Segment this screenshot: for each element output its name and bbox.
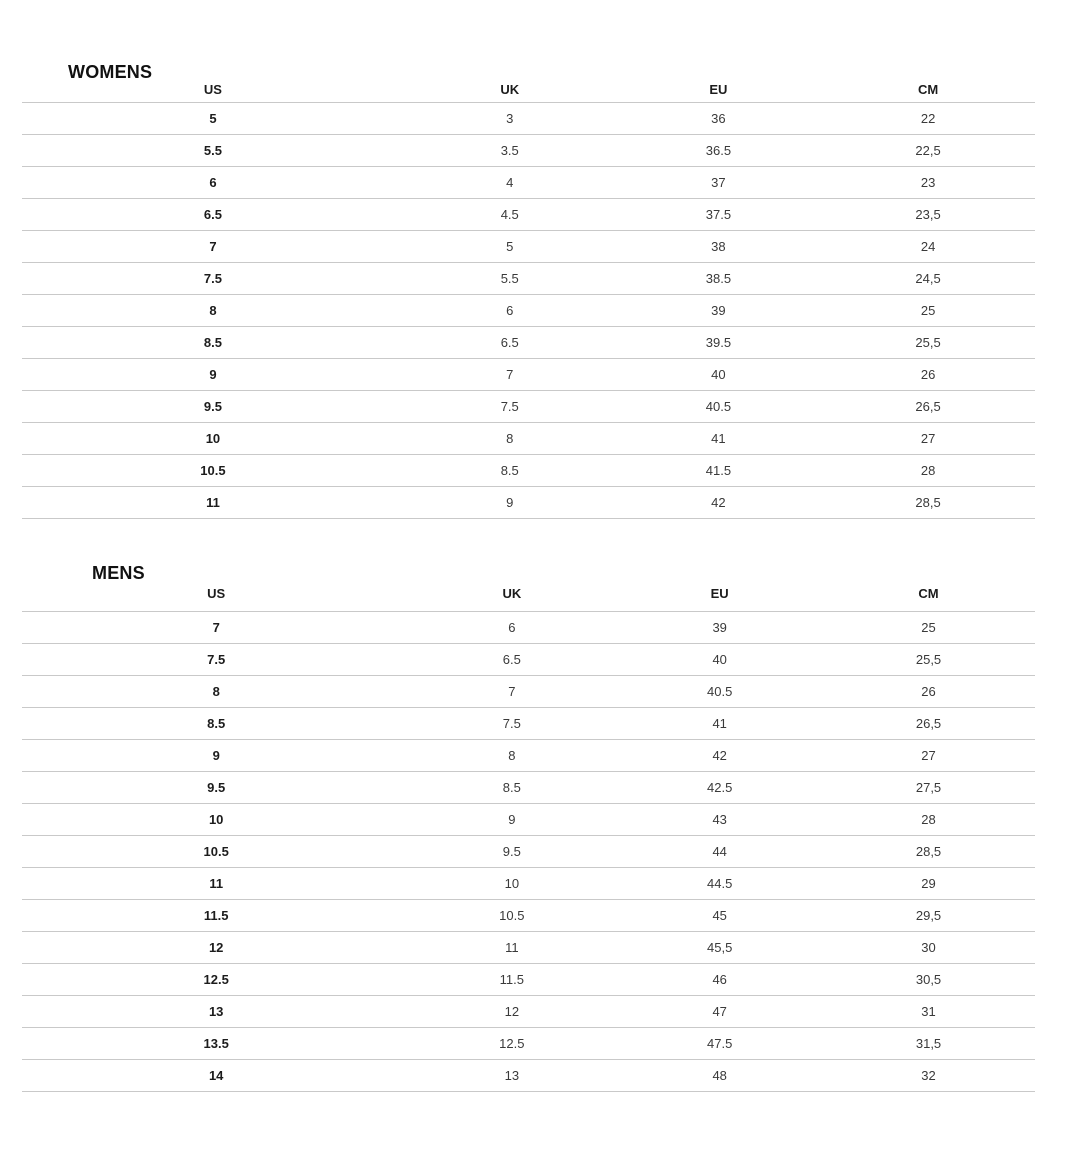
size-cell-eu: 36.5 bbox=[705, 143, 732, 158]
size-cell-uk: 12.5 bbox=[499, 1036, 525, 1051]
size-cell-cm: 25 bbox=[921, 620, 936, 635]
column-header-cm: CM bbox=[917, 81, 939, 97]
size-cell-us: 10 bbox=[208, 812, 224, 827]
table-body bbox=[22, 103, 1035, 519]
size-cell-cm: 31,5 bbox=[915, 1036, 942, 1051]
size-cell-eu: 40 bbox=[711, 367, 726, 382]
size-cell-us: 9.5 bbox=[203, 399, 222, 414]
table-row bbox=[22, 612, 1035, 644]
size-cell-us: 13 bbox=[208, 1004, 224, 1019]
size-cell-cm: 29,5 bbox=[915, 908, 942, 923]
womens-table-title: WOMENS bbox=[68, 62, 153, 82]
table-header-row bbox=[22, 76, 1035, 103]
size-cell-cm: 23,5 bbox=[915, 207, 941, 222]
size-cell-cm: 26,5 bbox=[915, 716, 942, 731]
size-cell-uk: 7 bbox=[508, 684, 516, 699]
table-row bbox=[22, 263, 1035, 295]
size-cell-cm: 25 bbox=[920, 303, 936, 318]
size-cell-us: 13.5 bbox=[203, 1036, 229, 1051]
size-cell-cm: 27,5 bbox=[915, 780, 942, 795]
size-cell-us: 8 bbox=[212, 684, 220, 699]
table-row bbox=[22, 199, 1035, 231]
size-cell-eu: 38.5 bbox=[705, 271, 732, 286]
size-cell-cm: 25,5 bbox=[915, 335, 941, 350]
size-cell-cm: 26 bbox=[920, 367, 936, 382]
size-cell-cm: 22,5 bbox=[915, 143, 941, 158]
size-cell-cm: 23 bbox=[920, 175, 936, 190]
size-cell-us: 9 bbox=[209, 367, 217, 382]
size-cell-eu: 36 bbox=[711, 111, 726, 126]
size-cell-eu: 42 bbox=[711, 495, 726, 510]
size-cell-us: 6.5 bbox=[203, 207, 222, 222]
size-cell-cm: 25,5 bbox=[915, 652, 942, 667]
table-row bbox=[22, 487, 1035, 519]
table-row bbox=[22, 167, 1035, 199]
size-cell-eu: 41 bbox=[712, 716, 727, 731]
size-cell-uk: 11.5 bbox=[499, 972, 524, 987]
table-row bbox=[22, 708, 1035, 740]
size-cell-eu: 48 bbox=[712, 1068, 727, 1083]
size-cell-us: 7.5 bbox=[207, 652, 226, 667]
size-cell-cm: 28 bbox=[920, 463, 936, 478]
size-cell-eu: 37.5 bbox=[705, 207, 732, 222]
size-cell-uk: 6 bbox=[506, 303, 514, 318]
size-cell-cm: 28 bbox=[921, 812, 936, 827]
size-cell-cm: 32 bbox=[921, 1068, 936, 1083]
size-cell-uk: 7 bbox=[506, 367, 514, 382]
size-cell-us: 11 bbox=[209, 876, 224, 891]
table-row bbox=[22, 327, 1035, 359]
size-cell-eu: 39 bbox=[712, 620, 727, 635]
size-cell-cm: 24,5 bbox=[915, 271, 941, 286]
size-cell-uk: 4 bbox=[506, 175, 514, 190]
size-cell-eu: 39 bbox=[711, 303, 726, 318]
table-row bbox=[22, 996, 1035, 1028]
size-cell-us: 7.5 bbox=[203, 271, 222, 286]
size-cell-uk: 6 bbox=[508, 620, 516, 635]
size-cell-uk: 9 bbox=[506, 495, 514, 510]
table-row bbox=[22, 391, 1035, 423]
mens-table-title: MENS bbox=[92, 563, 145, 583]
size-cell-eu: 41.5 bbox=[705, 463, 732, 478]
table-row bbox=[22, 900, 1035, 932]
womens-size-table bbox=[22, 76, 1035, 519]
size-cell-eu: 42 bbox=[712, 748, 727, 763]
size-cell-cm: 28,5 bbox=[915, 495, 941, 510]
size-cell-uk: 10 bbox=[504, 876, 520, 891]
size-cell-us: 8.5 bbox=[207, 716, 226, 731]
size-cell-uk: 10.5 bbox=[499, 908, 525, 923]
table-row bbox=[22, 964, 1035, 996]
size-cell-us: 5 bbox=[209, 111, 217, 126]
size-cell-cm: 28,5 bbox=[915, 844, 942, 859]
size-cell-eu: 45,5 bbox=[707, 940, 733, 955]
table-row bbox=[22, 644, 1035, 676]
size-cell-us: 9.5 bbox=[207, 780, 226, 795]
size-cell-cm: 27 bbox=[921, 748, 936, 763]
size-cell-us: 14 bbox=[208, 1068, 224, 1083]
size-cell-uk: 8 bbox=[508, 748, 516, 763]
table-row bbox=[22, 1060, 1035, 1092]
size-cell-us: 6 bbox=[209, 175, 217, 190]
size-cell-uk: 3.5 bbox=[500, 143, 519, 158]
size-cell-eu: 37 bbox=[711, 175, 726, 190]
size-cell-uk: 4.5 bbox=[500, 207, 519, 222]
size-cell-eu: 42.5 bbox=[707, 780, 733, 795]
table-row bbox=[22, 836, 1035, 868]
size-cell-uk: 7.5 bbox=[502, 716, 521, 731]
size-cell-eu: 38 bbox=[711, 239, 726, 254]
size-cell-eu: 39.5 bbox=[705, 335, 732, 350]
size-cell-eu: 43 bbox=[712, 812, 727, 827]
table-row bbox=[22, 676, 1035, 708]
column-header-eu: EU bbox=[709, 81, 728, 97]
size-cell-eu: 40 bbox=[712, 652, 727, 667]
size-cell-eu: 46 bbox=[712, 972, 727, 987]
size-cell-cm: 26,5 bbox=[915, 399, 941, 414]
size-cell-uk: 9 bbox=[508, 812, 516, 827]
size-cell-us: 8.5 bbox=[203, 335, 222, 350]
size-cell-cm: 30,5 bbox=[915, 972, 942, 987]
size-cell-cm: 22 bbox=[920, 111, 936, 126]
size-cell-eu: 44.5 bbox=[707, 876, 733, 891]
size-cell-eu: 41 bbox=[711, 431, 726, 446]
size-cell-us: 12.5 bbox=[203, 972, 229, 987]
table-row bbox=[22, 295, 1035, 327]
table-row bbox=[22, 740, 1035, 772]
column-header-uk: UK bbox=[502, 586, 522, 601]
table-row bbox=[22, 359, 1035, 391]
table-row bbox=[22, 932, 1035, 964]
size-cell-uk: 3 bbox=[506, 111, 514, 126]
size-cell-eu: 44 bbox=[712, 844, 727, 859]
size-cell-eu: 40.5 bbox=[705, 399, 732, 414]
column-header-us: US bbox=[203, 81, 222, 97]
table-row bbox=[22, 231, 1035, 263]
size-cell-us: 10.5 bbox=[203, 844, 229, 859]
size-cell-cm: 29 bbox=[921, 876, 936, 891]
size-cell-uk: 8.5 bbox=[500, 463, 519, 478]
table-header-row bbox=[22, 576, 1035, 612]
column-header-uk: UK bbox=[500, 81, 520, 97]
size-cell-uk: 6.5 bbox=[500, 335, 519, 350]
size-cell-cm: 24 bbox=[920, 239, 936, 254]
size-cell-cm: 26 bbox=[921, 684, 936, 699]
size-cell-us: 12 bbox=[208, 940, 224, 955]
size-cell-uk: 8 bbox=[506, 431, 514, 446]
table-row bbox=[22, 868, 1035, 900]
size-cell-us: 8 bbox=[209, 303, 217, 318]
size-cell-us: 10.5 bbox=[200, 463, 226, 478]
table-row bbox=[22, 772, 1035, 804]
size-cell-uk: 6.5 bbox=[502, 652, 521, 667]
size-cell-cm: 31 bbox=[921, 1004, 936, 1019]
size-cell-cm: 30 bbox=[921, 940, 936, 955]
table-row bbox=[22, 804, 1035, 836]
size-cell-us: 11 bbox=[206, 495, 220, 510]
size-cell-uk: 7.5 bbox=[500, 399, 519, 414]
table-body bbox=[22, 612, 1035, 1092]
size-cell-us: 11.5 bbox=[203, 908, 229, 923]
size-cell-us: 7 bbox=[209, 239, 217, 254]
size-cell-us: 9 bbox=[212, 748, 220, 763]
column-header-us: US bbox=[207, 586, 226, 601]
size-cell-uk: 12 bbox=[504, 1004, 520, 1019]
table-row bbox=[22, 135, 1035, 167]
size-cell-us: 7 bbox=[212, 620, 220, 635]
column-header-eu: EU bbox=[710, 586, 729, 601]
table-row bbox=[22, 423, 1035, 455]
size-cell-us: 10 bbox=[205, 431, 221, 446]
size-cell-uk: 13 bbox=[504, 1068, 520, 1083]
size-cell-eu: 40.5 bbox=[707, 684, 733, 699]
size-cell-eu: 47 bbox=[712, 1004, 727, 1019]
size-cell-uk: 8.5 bbox=[502, 780, 521, 795]
table-row bbox=[22, 1028, 1035, 1060]
size-cell-uk: 9.5 bbox=[502, 844, 521, 859]
size-cell-uk: 11 bbox=[505, 940, 519, 955]
mens-size-table bbox=[22, 576, 1035, 1092]
table-row bbox=[22, 103, 1035, 135]
size-cell-uk: 5 bbox=[506, 239, 514, 254]
size-cell-eu: 45 bbox=[712, 908, 727, 923]
size-cell-eu: 47.5 bbox=[707, 1036, 733, 1051]
size-cell-uk: 5.5 bbox=[500, 271, 519, 286]
size-cell-cm: 27 bbox=[920, 431, 936, 446]
column-header-cm: CM bbox=[918, 586, 939, 601]
size-cell-us: 5.5 bbox=[203, 143, 222, 158]
table-row bbox=[22, 455, 1035, 487]
